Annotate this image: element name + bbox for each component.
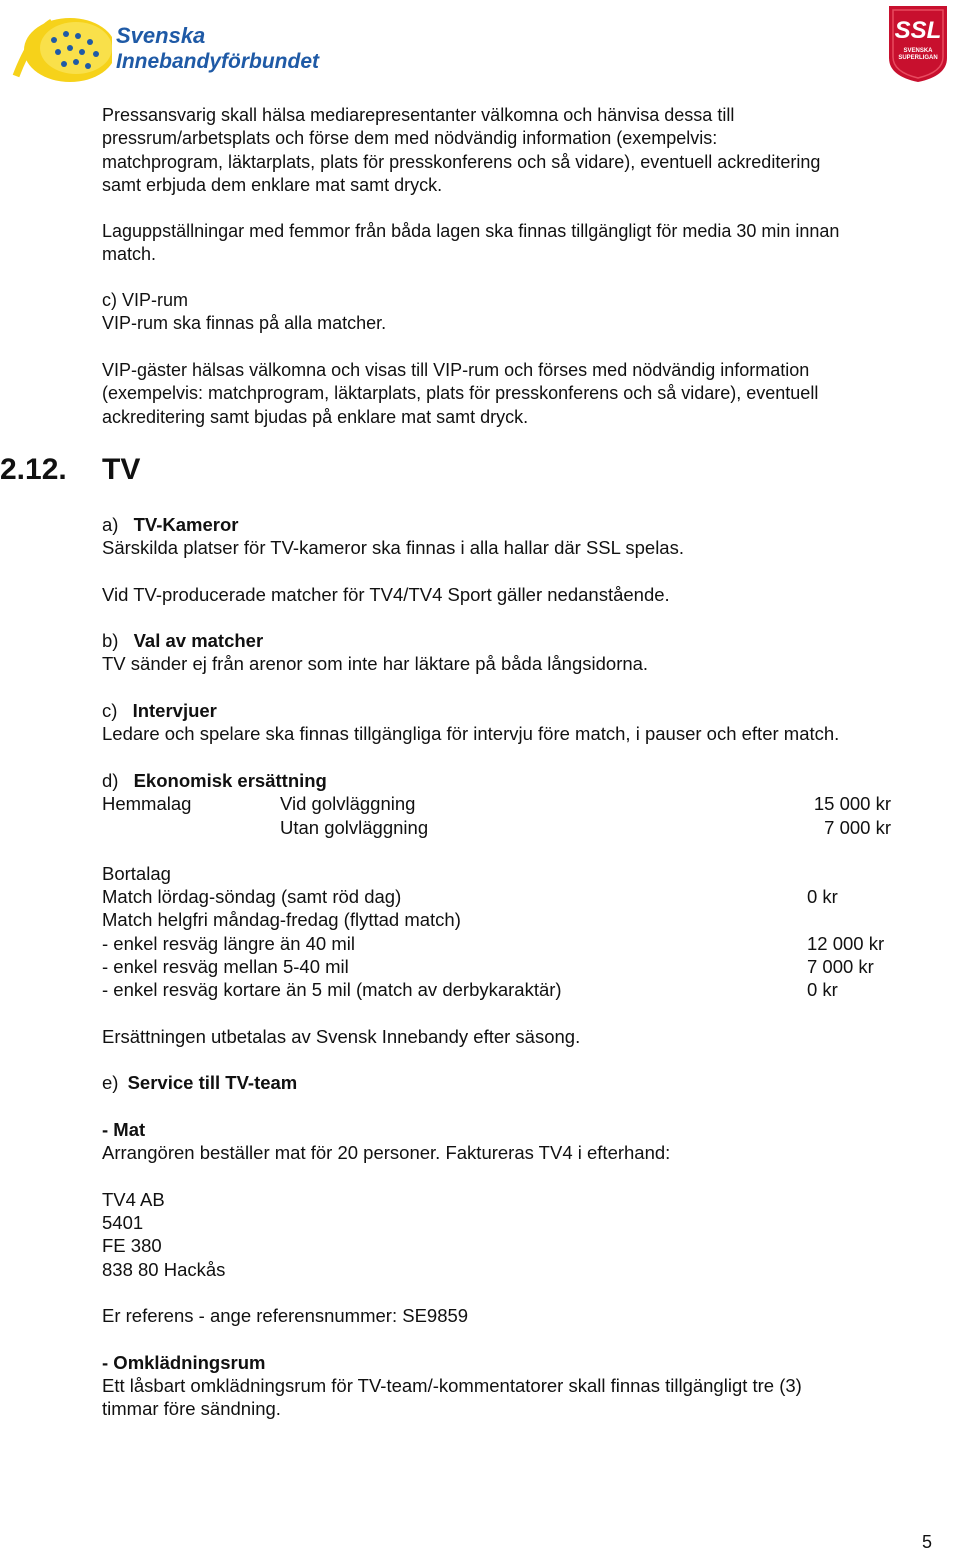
subsection-heading xyxy=(102,513,942,536)
away-team-label: Bortalag xyxy=(102,863,171,884)
compensation-desc: Utan golvläggning xyxy=(280,817,429,838)
text-line: Pressansvarig skall hälsa mediarepresentanter välkomna och hänvisa dessa till xyxy=(102,105,735,125)
league-logo xyxy=(883,2,953,84)
address-line: TV4 AB xyxy=(102,1189,165,1210)
text-line: TV sänder ej från arenor som inte har läktare på båda långsidorna. xyxy=(102,653,649,675)
subsection-heading xyxy=(102,769,327,792)
text-line: matchprogram, läktarplats, plats för presskonferens och så vidare), eventuell ackreditering xyxy=(102,151,821,172)
match-selection-block xyxy=(102,629,942,676)
text-line: timmar före sändning. xyxy=(102,1398,281,1419)
subsection-heading xyxy=(102,699,942,722)
subsection-title: Service till TV-team xyxy=(127,1072,298,1093)
section-title: TV xyxy=(102,453,141,486)
compensation-amount: 7 000 kr xyxy=(807,956,874,977)
press-paragraph xyxy=(102,104,942,197)
compensation-amount: 0 kr xyxy=(807,886,838,907)
compensation-amount: 15 000 kr xyxy=(813,793,891,814)
compensation-amount: 12 000 kr xyxy=(807,933,885,954)
league-logo-text: SSL xyxy=(894,17,942,44)
vip-guest-paragraph xyxy=(102,359,942,429)
text-line: (exempelvis: matchprogram, läktarplats, plats för presskonferens och så vidare), eventuell xyxy=(102,383,819,404)
text-line: pressrum/arbetsplats och förse dem med nödvändig information (exempelvis: xyxy=(102,128,718,149)
food-text: Arrangören beställer mat för 20 personer. Faktureras TV4 i efterhand: xyxy=(102,1142,671,1163)
subsection-prefix: a) xyxy=(102,514,119,535)
subsection-heading xyxy=(102,629,942,652)
org-logo xyxy=(12,14,342,84)
text-line: ackreditering samt bjudas på enklare mat samt dryck. xyxy=(102,406,529,427)
tv-cameras-block xyxy=(102,513,942,560)
subsection-prefix: d) xyxy=(102,770,119,791)
compensation-amount: 0 kr xyxy=(807,979,838,1000)
subsection-prefix: b) xyxy=(102,630,119,651)
subsection-prefix: e) xyxy=(102,1072,119,1093)
tv-produced-line: Vid TV-producerade matcher för TV4/TV4 Sport gäller nedanstående. xyxy=(102,584,670,605)
vip-heading: c) VIP-rum xyxy=(102,290,189,310)
compensation-desc: Match helgfri måndag-fredag (flyttad match) xyxy=(102,909,461,930)
page-number: 5 xyxy=(921,1532,932,1552)
compensation-amount: 7 000 kr xyxy=(824,817,891,838)
vip-line: VIP-rum ska finnas på alla matcher. xyxy=(102,313,387,334)
subsection-title: Ekonomisk ersättning xyxy=(133,770,327,791)
reference-line: Er referens - ange referensnummer: SE9859 xyxy=(102,1305,469,1326)
compensation-desc: Match lördag-söndag (samt röd dag) xyxy=(102,886,402,907)
subsection-heading xyxy=(102,1071,297,1094)
subsection-prefix: c) xyxy=(102,700,118,721)
compensation-desc: - enkel resväg mellan 5-40 mil xyxy=(102,956,349,977)
league-logo-sub1: SVENSKA xyxy=(903,48,933,54)
section-number: 2.12. xyxy=(0,453,67,486)
payment-note: Ersättningen utbetalas av Svensk Innebandy efter säsong. xyxy=(102,1026,581,1047)
subsection-title: TV-Kameror xyxy=(133,514,239,535)
league-logo-sub2: SUPERLIGAN xyxy=(898,55,938,61)
compensation-desc: - enkel resväg längre än 40 mil xyxy=(102,933,355,954)
address-line: 5401 xyxy=(102,1212,144,1233)
locker-room-title: - Omklädningsrum xyxy=(102,1352,266,1373)
vip-block xyxy=(102,289,942,336)
compensation-desc: Vid golvläggning xyxy=(280,793,416,814)
subsection-title: Val av matcher xyxy=(133,630,264,651)
org-logo-line1: Svenska xyxy=(116,23,206,48)
floorball-icon xyxy=(12,14,112,84)
text-line: Laguppställningar med femmor från båda lagen ska finnas tillgängligt för media 30 min innan xyxy=(102,221,840,241)
text-line: Särskilda platser för TV-kameror ska finnas i alla hallar där SSL spelas. xyxy=(102,537,684,559)
address-line: 838 80 Hackås xyxy=(102,1259,226,1280)
lineup-paragraph xyxy=(102,220,942,267)
address-line: FE 380 xyxy=(102,1235,162,1256)
text-line: Ledare och spelare ska finnas tillgängliga för intervju före match, i pauser och efter match. xyxy=(102,723,840,745)
compensation-desc: - enkel resväg kortare än 5 mil (match av derbykaraktär) xyxy=(102,979,562,1000)
interviews-block xyxy=(102,699,942,746)
org-logo-line2: Innebandyförbundet xyxy=(116,50,319,73)
text-line: Ett låsbart omklädningsrum för TV-team/-kommentatorer skall finnas tillgängligt tre (3) xyxy=(102,1375,802,1396)
text-line: VIP-gäster hälsas välkomna och visas till VIP-rum och förses med nödvändig information xyxy=(102,360,810,380)
home-team-label: Hemmalag xyxy=(102,793,192,814)
text-line: samt erbjuda dem enklare mat samt dryck. xyxy=(102,174,443,195)
text-line: match. xyxy=(102,244,157,265)
subsection-title: Intervjuer xyxy=(132,700,217,721)
food-title: - Mat xyxy=(102,1119,146,1140)
